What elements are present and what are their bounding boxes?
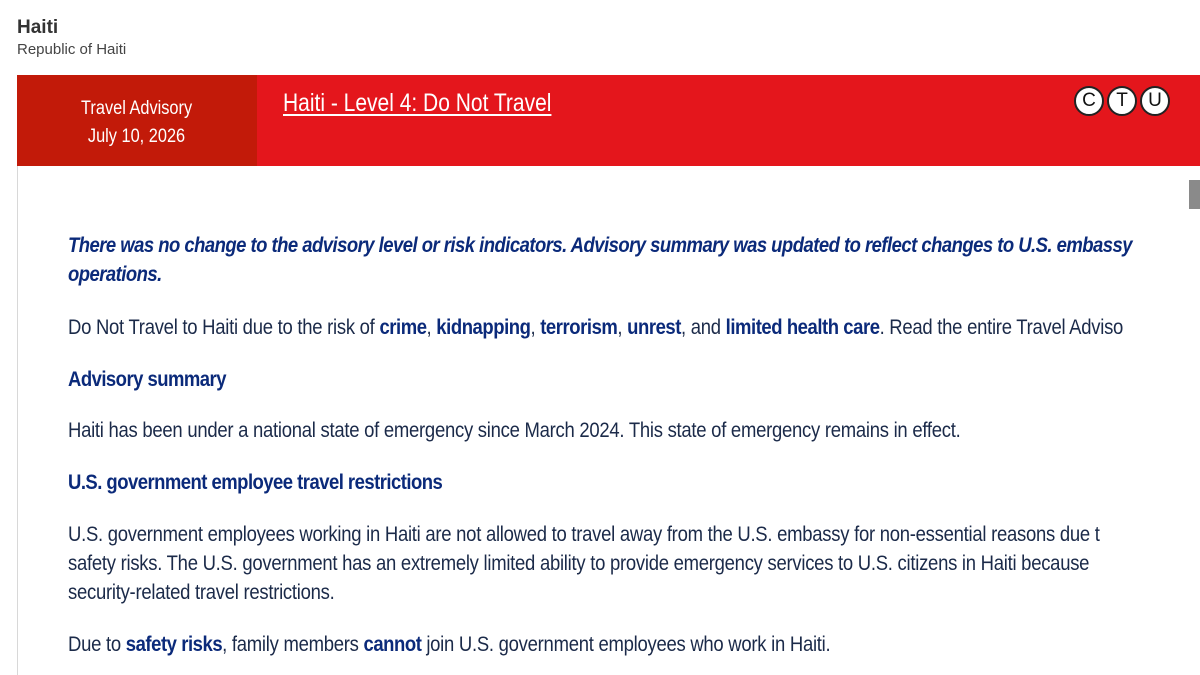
risk-kidnapping: kidnapping — [436, 316, 531, 339]
emergency-paragraph — [68, 416, 1200, 445]
advisory-label-box — [17, 75, 257, 166]
risk-separator: , — [426, 316, 437, 339]
risk-summary — [68, 313, 1200, 342]
family-cannot: cannot — [363, 633, 422, 656]
country-official-name: Republic of Haiti — [17, 41, 127, 58]
family-safety-risks: safety risks — [125, 633, 223, 656]
restrictions-heading-text: U.S. government employee travel restrictions — [68, 471, 443, 494]
risk-health-care: limited health care — [725, 316, 880, 339]
risk-suffix: . Read the entire Travel Adviso — [879, 316, 1124, 339]
update-note — [68, 231, 1200, 289]
advisory-label: Travel Advisory — [81, 98, 193, 119]
employees-line-3: security-related travel restrictions. — [68, 581, 335, 604]
risk-separator: , and — [680, 316, 726, 339]
indicator-crime-icon[interactable]: C — [1074, 86, 1104, 116]
risk-prefix: Do Not Travel to Haiti due to the risk of — [68, 316, 380, 339]
indicator-unrest-icon[interactable]: U — [1140, 86, 1170, 116]
family-prefix: Due to — [68, 633, 126, 656]
risk-indicators — [1074, 86, 1170, 116]
advisory-summary-heading — [68, 365, 1200, 394]
employees-line-1: U.S. government employees working in Haiti are not allowed to travel away from the U.S. embassy for non-essential reasons due t — [68, 523, 1100, 546]
family-paragraph — [68, 630, 1200, 659]
advisory-banner — [17, 75, 1200, 166]
travel-restrictions-heading — [68, 468, 1200, 497]
family-suffix: join U.S. government employees who work in Haiti. — [421, 633, 831, 656]
advisory-date: July 10, 2026 — [88, 126, 186, 147]
family-mid: , family members — [222, 633, 364, 656]
country-header — [17, 16, 126, 60]
employees-line-2: safety risks. The U.S. government has an extremely limited ability to provide emergency services to U.S. citizens in Haiti because — [68, 552, 1090, 575]
scrollbar-thumb[interactable] — [1189, 180, 1200, 209]
risk-terrorism: terrorism — [540, 316, 618, 339]
summary-heading-text: Advisory summary — [68, 368, 226, 391]
indicator-terrorism-icon[interactable]: T — [1107, 86, 1137, 116]
emergency-text: Haiti has been under a national state of emergency since March 2024. This state of emergency remains in effect. — [68, 419, 961, 442]
risk-unrest: unrest — [627, 316, 681, 339]
employees-paragraph — [68, 520, 1200, 607]
risk-crime: crime — [379, 316, 427, 339]
update-note-line-2: operations. — [68, 263, 162, 286]
advisory-title-link[interactable]: Haiti - Level 4: Do Not Travel — [283, 89, 552, 117]
risk-separator: , — [617, 316, 628, 339]
update-note-line-1: There was no change to the advisory level or risk indicators. Advisory summary was updated to reflect changes to U.S. embassy — [68, 234, 1133, 257]
country-name: Haiti — [17, 17, 59, 38]
risk-separator: , — [530, 316, 541, 339]
